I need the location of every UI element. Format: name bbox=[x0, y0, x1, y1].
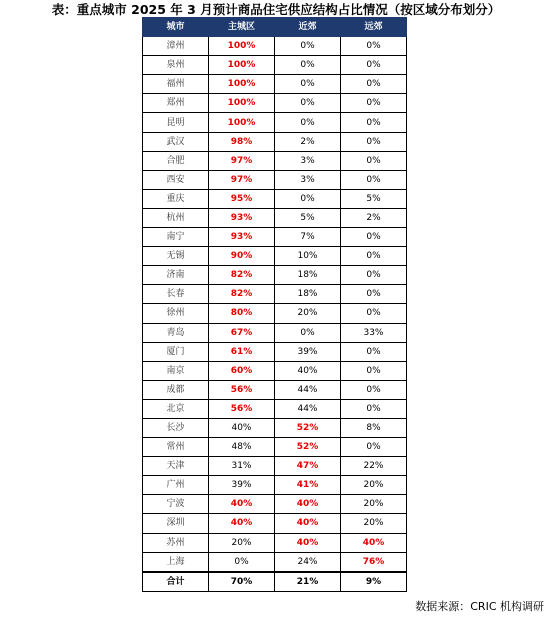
near-share-cell: 44% bbox=[275, 380, 341, 399]
total-city-cell: 合计 bbox=[143, 572, 209, 592]
header-core: 主城区 bbox=[209, 18, 275, 37]
data-source-note: 数据来源：CRIC 机构调研 bbox=[415, 600, 544, 613]
near-share-cell: 0% bbox=[275, 323, 341, 342]
core-share-cell: 80% bbox=[209, 304, 275, 323]
far-share-cell: 0% bbox=[341, 56, 407, 75]
far-share-cell: 0% bbox=[341, 304, 407, 323]
city-cell: 济南 bbox=[143, 266, 209, 285]
city-cell: 天津 bbox=[143, 457, 209, 476]
near-share-cell: 5% bbox=[275, 208, 341, 227]
core-share-cell: 100% bbox=[209, 37, 275, 56]
city-cell: 徐州 bbox=[143, 304, 209, 323]
core-share-cell: 61% bbox=[209, 342, 275, 361]
table-row bbox=[143, 132, 407, 151]
total-near-cell: 21% bbox=[275, 572, 341, 592]
far-share-cell: 40% bbox=[341, 533, 407, 552]
table-row bbox=[143, 361, 407, 380]
core-share-cell: 67% bbox=[209, 323, 275, 342]
table-row bbox=[143, 228, 407, 247]
table-row bbox=[143, 552, 407, 572]
near-share-cell: 0% bbox=[275, 113, 341, 132]
city-cell: 上海 bbox=[143, 552, 209, 572]
core-share-cell: 97% bbox=[209, 170, 275, 189]
near-share-cell: 0% bbox=[275, 189, 341, 208]
core-share-cell: 56% bbox=[209, 399, 275, 418]
near-share-cell: 0% bbox=[275, 37, 341, 56]
core-share-cell: 93% bbox=[209, 228, 275, 247]
far-share-cell: 0% bbox=[341, 438, 407, 457]
header-far: 远郊 bbox=[341, 18, 407, 37]
near-share-cell: 44% bbox=[275, 399, 341, 418]
far-share-cell: 22% bbox=[341, 457, 407, 476]
near-share-cell: 3% bbox=[275, 170, 341, 189]
core-share-cell: 40% bbox=[209, 418, 275, 437]
near-share-cell: 7% bbox=[275, 228, 341, 247]
far-share-cell: 8% bbox=[341, 418, 407, 437]
core-share-cell: 82% bbox=[209, 285, 275, 304]
far-share-cell: 0% bbox=[341, 285, 407, 304]
city-cell: 成都 bbox=[143, 380, 209, 399]
near-share-cell: 18% bbox=[275, 285, 341, 304]
near-share-cell: 20% bbox=[275, 304, 341, 323]
near-share-cell: 0% bbox=[275, 56, 341, 75]
city-cell: 泉州 bbox=[143, 56, 209, 75]
near-share-cell: 0% bbox=[275, 75, 341, 94]
far-share-cell: 33% bbox=[341, 323, 407, 342]
city-cell: 合肥 bbox=[143, 151, 209, 170]
city-cell: 杭州 bbox=[143, 208, 209, 227]
table-row bbox=[143, 75, 407, 94]
city-cell: 苏州 bbox=[143, 533, 209, 552]
city-cell: 南宁 bbox=[143, 228, 209, 247]
table-row bbox=[143, 438, 407, 457]
near-share-cell: 39% bbox=[275, 342, 341, 361]
far-share-cell: 2% bbox=[341, 208, 407, 227]
table-row bbox=[143, 113, 407, 132]
table-row bbox=[143, 170, 407, 189]
city-cell: 青岛 bbox=[143, 323, 209, 342]
city-cell: 长沙 bbox=[143, 418, 209, 437]
total-row bbox=[143, 572, 407, 592]
city-cell: 郑州 bbox=[143, 94, 209, 113]
near-share-cell: 41% bbox=[275, 476, 341, 495]
core-share-cell: 39% bbox=[209, 476, 275, 495]
near-share-cell: 0% bbox=[275, 94, 341, 113]
core-share-cell: 100% bbox=[209, 75, 275, 94]
far-share-cell: 0% bbox=[341, 170, 407, 189]
city-cell: 漳州 bbox=[143, 37, 209, 56]
far-share-cell: 0% bbox=[341, 132, 407, 151]
table-row bbox=[143, 56, 407, 75]
city-cell: 广州 bbox=[143, 476, 209, 495]
core-share-cell: 60% bbox=[209, 361, 275, 380]
far-share-cell: 5% bbox=[341, 189, 407, 208]
far-share-cell: 0% bbox=[341, 37, 407, 56]
core-share-cell: 56% bbox=[209, 380, 275, 399]
core-share-cell: 31% bbox=[209, 457, 275, 476]
table-row bbox=[143, 495, 407, 514]
near-share-cell: 40% bbox=[275, 495, 341, 514]
near-share-cell: 40% bbox=[275, 361, 341, 380]
far-share-cell: 0% bbox=[341, 266, 407, 285]
table-row bbox=[143, 37, 407, 56]
city-cell: 重庆 bbox=[143, 189, 209, 208]
city-cell: 福州 bbox=[143, 75, 209, 94]
far-share-cell: 0% bbox=[341, 361, 407, 380]
core-share-cell: 100% bbox=[209, 56, 275, 75]
table-row bbox=[143, 208, 407, 227]
table-title: 表：重点城市 2025 年 3 月预计商品住宅供应结构占比情况（按区域分布划分） bbox=[51, 2, 501, 17]
near-share-cell: 24% bbox=[275, 552, 341, 572]
near-share-cell: 52% bbox=[275, 438, 341, 457]
near-share-cell: 40% bbox=[275, 514, 341, 533]
core-share-cell: 100% bbox=[209, 113, 275, 132]
city-cell: 北京 bbox=[143, 399, 209, 418]
far-share-cell: 0% bbox=[341, 342, 407, 361]
far-share-cell: 0% bbox=[341, 94, 407, 113]
near-share-cell: 3% bbox=[275, 151, 341, 170]
far-share-cell: 0% bbox=[341, 247, 407, 266]
table-row bbox=[143, 323, 407, 342]
core-share-cell: 98% bbox=[209, 132, 275, 151]
near-share-cell: 18% bbox=[275, 266, 341, 285]
city-cell: 厦门 bbox=[143, 342, 209, 361]
far-share-cell: 0% bbox=[341, 113, 407, 132]
table-row bbox=[143, 266, 407, 285]
city-cell: 无锡 bbox=[143, 247, 209, 266]
header-city: 城市 bbox=[143, 18, 209, 37]
near-share-cell: 52% bbox=[275, 418, 341, 437]
far-share-cell: 0% bbox=[341, 151, 407, 170]
core-share-cell: 40% bbox=[209, 514, 275, 533]
city-cell: 武汉 bbox=[143, 132, 209, 151]
far-share-cell: 76% bbox=[341, 552, 407, 572]
core-share-cell: 90% bbox=[209, 247, 275, 266]
table-row bbox=[143, 380, 407, 399]
table-row bbox=[143, 189, 407, 208]
table-row bbox=[143, 94, 407, 113]
city-cell: 深圳 bbox=[143, 514, 209, 533]
table-row bbox=[143, 304, 407, 323]
city-cell: 常州 bbox=[143, 438, 209, 457]
table-row bbox=[143, 399, 407, 418]
core-share-cell: 48% bbox=[209, 438, 275, 457]
total-core-cell: 70% bbox=[209, 572, 275, 592]
core-share-cell: 93% bbox=[209, 208, 275, 227]
core-share-cell: 97% bbox=[209, 151, 275, 170]
far-share-cell: 0% bbox=[341, 75, 407, 94]
total-far-cell: 9% bbox=[341, 572, 407, 592]
table-row bbox=[143, 285, 407, 304]
header-near: 近郊 bbox=[275, 18, 341, 37]
table-row bbox=[143, 418, 407, 437]
core-share-cell: 95% bbox=[209, 189, 275, 208]
city-cell: 西安 bbox=[143, 170, 209, 189]
far-share-cell: 20% bbox=[341, 476, 407, 495]
far-share-cell: 0% bbox=[341, 399, 407, 418]
table-body bbox=[143, 37, 407, 592]
core-share-cell: 82% bbox=[209, 266, 275, 285]
far-share-cell: 20% bbox=[341, 514, 407, 533]
city-cell: 宁波 bbox=[143, 495, 209, 514]
near-share-cell: 10% bbox=[275, 247, 341, 266]
core-share-cell: 100% bbox=[209, 94, 275, 113]
far-share-cell: 20% bbox=[341, 495, 407, 514]
core-share-cell: 40% bbox=[209, 495, 275, 514]
city-cell: 昆明 bbox=[143, 113, 209, 132]
near-share-cell: 2% bbox=[275, 132, 341, 151]
table-row bbox=[143, 151, 407, 170]
table-row bbox=[143, 533, 407, 552]
city-cell: 长春 bbox=[143, 285, 209, 304]
core-share-cell: 20% bbox=[209, 533, 275, 552]
table-row bbox=[143, 476, 407, 495]
table-row bbox=[143, 342, 407, 361]
far-share-cell: 0% bbox=[341, 380, 407, 399]
core-share-cell: 0% bbox=[209, 552, 275, 572]
near-share-cell: 47% bbox=[275, 457, 341, 476]
city-cell: 南京 bbox=[143, 361, 209, 380]
near-share-cell: 40% bbox=[275, 533, 341, 552]
table-row bbox=[143, 247, 407, 266]
table-row bbox=[143, 514, 407, 533]
supply-structure-table bbox=[142, 17, 407, 592]
far-share-cell: 0% bbox=[341, 228, 407, 247]
table-header-row bbox=[143, 18, 407, 37]
table-row bbox=[143, 457, 407, 476]
